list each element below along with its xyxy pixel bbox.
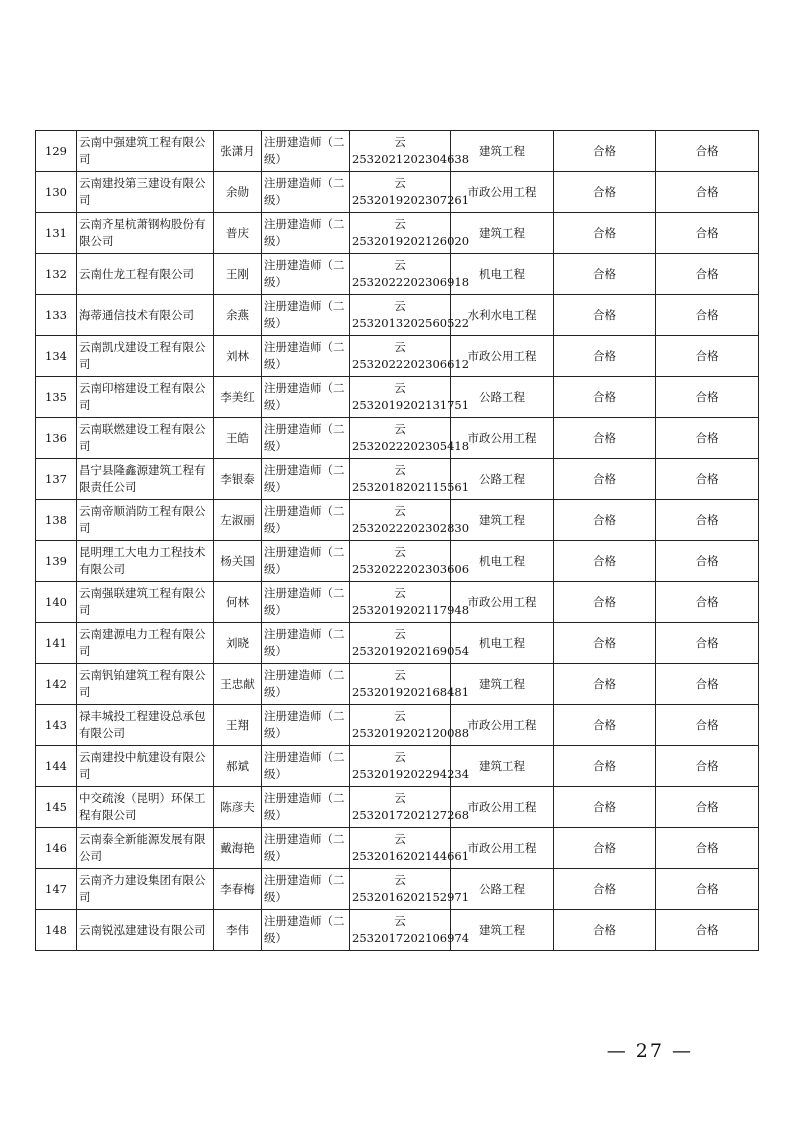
specialty-cell: 水利水电工程 (451, 295, 554, 336)
result-2-cell: 合格 (656, 705, 759, 746)
row-number-cell: 141 (36, 623, 77, 664)
table-row (36, 541, 759, 582)
result-2-cell: 合格 (656, 336, 759, 377)
certificate-number-cell: 云2532019202168481 (350, 664, 451, 705)
row-number-cell: 129 (36, 131, 77, 172)
specialty-cell: 公路工程 (451, 869, 554, 910)
result-2-cell: 合格 (656, 254, 759, 295)
result-1-cell: 合格 (554, 336, 656, 377)
qualification-cell: 注册建造师（二级） (262, 828, 350, 869)
certificate-number-cell: 云2532019202307261 (350, 172, 451, 213)
company-cell: 中交疏浚（昆明）环保工程有限公司 (77, 787, 214, 828)
row-number-cell: 145 (36, 787, 77, 828)
specialty-cell: 市政公用工程 (451, 336, 554, 377)
specialty-cell: 市政公用工程 (451, 172, 554, 213)
person-name-cell: 王刚 (214, 254, 262, 295)
result-1-cell: 合格 (554, 459, 656, 500)
result-1-cell: 合格 (554, 254, 656, 295)
row-number-cell: 140 (36, 582, 77, 623)
certificate-number-cell: 云2532022202303606 (350, 541, 451, 582)
row-number-cell: 132 (36, 254, 77, 295)
page-number: — 27 — (606, 1040, 693, 1062)
specialty-cell: 市政公用工程 (451, 418, 554, 459)
specialty-cell: 机电工程 (451, 254, 554, 295)
result-2-cell: 合格 (656, 172, 759, 213)
certificate-number-cell: 云2532021202304638 (350, 131, 451, 172)
certificate-number-cell: 云2532022202305418 (350, 418, 451, 459)
specialty-cell: 市政公用工程 (451, 787, 554, 828)
company-cell: 云南钒铂建筑工程有限公司 (77, 664, 214, 705)
specialty-cell: 公路工程 (451, 459, 554, 500)
person-name-cell: 杨关国 (214, 541, 262, 582)
person-name-cell: 左淑丽 (214, 500, 262, 541)
table-row (36, 336, 759, 377)
qualification-cell: 注册建造师（二级） (262, 910, 350, 951)
certificate-number-cell: 云2532018202115561 (350, 459, 451, 500)
row-number-cell: 133 (36, 295, 77, 336)
person-name-cell: 李春梅 (214, 869, 262, 910)
row-number-cell: 135 (36, 377, 77, 418)
certificate-number-cell: 云2532019202131751 (350, 377, 451, 418)
registry-table-body (36, 131, 759, 951)
certificate-number-cell: 云2532019202117948 (350, 582, 451, 623)
person-name-cell: 王翔 (214, 705, 262, 746)
result-1-cell: 合格 (554, 746, 656, 787)
row-number-cell: 134 (36, 336, 77, 377)
person-name-cell: 戴海艳 (214, 828, 262, 869)
result-2-cell: 合格 (656, 787, 759, 828)
certificate-number-cell: 云2532019202169054 (350, 623, 451, 664)
specialty-cell: 建筑工程 (451, 213, 554, 254)
row-number-cell: 146 (36, 828, 77, 869)
result-1-cell: 合格 (554, 582, 656, 623)
table-row (36, 295, 759, 336)
table-row (36, 131, 759, 172)
table-row (36, 254, 759, 295)
row-number-cell: 143 (36, 705, 77, 746)
qualification-cell: 注册建造师（二级） (262, 377, 350, 418)
row-number-cell: 136 (36, 418, 77, 459)
company-cell: 昆明理工大电力工程技术有限公司 (77, 541, 214, 582)
company-cell: 云南建源电力工程有限公司 (77, 623, 214, 664)
row-number-cell: 148 (36, 910, 77, 951)
person-name-cell: 张潇月 (214, 131, 262, 172)
row-number-cell: 131 (36, 213, 77, 254)
person-name-cell: 王忠献 (214, 664, 262, 705)
company-cell: 云南凯戊建设工程有限公司 (77, 336, 214, 377)
table-row (36, 664, 759, 705)
company-cell: 云南泰全新能源发展有限公司 (77, 828, 214, 869)
company-cell: 云南中强建筑工程有限公司 (77, 131, 214, 172)
person-name-cell: 余燕 (214, 295, 262, 336)
company-cell: 云南建投中航建设有限公司 (77, 746, 214, 787)
company-cell: 云南齐力建设集团有限公司 (77, 869, 214, 910)
specialty-cell: 市政公用工程 (451, 582, 554, 623)
result-1-cell: 合格 (554, 418, 656, 459)
qualification-cell: 注册建造师（二级） (262, 336, 350, 377)
person-name-cell: 何林 (214, 582, 262, 623)
certificate-number-cell: 云2532017202127268 (350, 787, 451, 828)
row-number-cell: 147 (36, 869, 77, 910)
person-name-cell: 余勋 (214, 172, 262, 213)
certificate-number-cell: 云2532022202302830 (350, 500, 451, 541)
result-2-cell: 合格 (656, 500, 759, 541)
table-row (36, 910, 759, 951)
qualification-cell: 注册建造师（二级） (262, 213, 350, 254)
result-1-cell: 合格 (554, 828, 656, 869)
table-row (36, 787, 759, 828)
result-2-cell: 合格 (656, 746, 759, 787)
person-name-cell: 李美红 (214, 377, 262, 418)
result-2-cell: 合格 (656, 664, 759, 705)
result-1-cell: 合格 (554, 705, 656, 746)
qualification-cell: 注册建造师（二级） (262, 500, 350, 541)
table-row (36, 213, 759, 254)
table-row (36, 828, 759, 869)
person-name-cell: 陈彦夫 (214, 787, 262, 828)
result-1-cell: 合格 (554, 787, 656, 828)
certificate-number-cell: 云2532022202306612 (350, 336, 451, 377)
result-2-cell: 合格 (656, 418, 759, 459)
certificate-number-cell: 云2532016202144661 (350, 828, 451, 869)
registry-table (35, 130, 759, 951)
company-cell: 云南帝顺消防工程有限公司 (77, 500, 214, 541)
specialty-cell: 建筑工程 (451, 910, 554, 951)
qualification-cell: 注册建造师（二级） (262, 705, 350, 746)
result-1-cell: 合格 (554, 172, 656, 213)
certificate-number-cell: 云2532017202106974 (350, 910, 451, 951)
result-2-cell: 合格 (656, 541, 759, 582)
qualification-cell: 注册建造师（二级） (262, 459, 350, 500)
result-1-cell: 合格 (554, 623, 656, 664)
qualification-cell: 注册建造师（二级） (262, 746, 350, 787)
result-2-cell: 合格 (656, 295, 759, 336)
result-1-cell: 合格 (554, 664, 656, 705)
company-cell: 禄丰城投工程建设总承包有限公司 (77, 705, 214, 746)
row-number-cell: 130 (36, 172, 77, 213)
specialty-cell: 建筑工程 (451, 131, 554, 172)
table-row (36, 500, 759, 541)
certificate-number-cell: 云2532019202294234 (350, 746, 451, 787)
result-2-cell: 合格 (656, 623, 759, 664)
result-1-cell: 合格 (554, 295, 656, 336)
table-row (36, 172, 759, 213)
qualification-cell: 注册建造师（二级） (262, 582, 350, 623)
person-name-cell: 郝斌 (214, 746, 262, 787)
table-row (36, 582, 759, 623)
row-number-cell: 142 (36, 664, 77, 705)
qualification-cell: 注册建造师（二级） (262, 295, 350, 336)
specialty-cell: 建筑工程 (451, 664, 554, 705)
result-2-cell: 合格 (656, 131, 759, 172)
qualification-cell: 注册建造师（二级） (262, 254, 350, 295)
company-cell: 云南印榕建设工程有限公司 (77, 377, 214, 418)
person-name-cell: 普庆 (214, 213, 262, 254)
qualification-cell: 注册建造师（二级） (262, 418, 350, 459)
person-name-cell: 李银泰 (214, 459, 262, 500)
table-row (36, 746, 759, 787)
person-name-cell: 王皓 (214, 418, 262, 459)
person-name-cell: 李伟 (214, 910, 262, 951)
qualification-cell: 注册建造师（二级） (262, 541, 350, 582)
result-2-cell: 合格 (656, 213, 759, 254)
result-2-cell: 合格 (656, 582, 759, 623)
result-2-cell: 合格 (656, 377, 759, 418)
specialty-cell: 市政公用工程 (451, 828, 554, 869)
company-cell: 云南建投第三建设有限公司 (77, 172, 214, 213)
result-1-cell: 合格 (554, 213, 656, 254)
result-2-cell: 合格 (656, 459, 759, 500)
company-cell: 云南锐泓建建设有限公司 (77, 910, 214, 951)
result-1-cell: 合格 (554, 131, 656, 172)
person-name-cell: 刘晓 (214, 623, 262, 664)
table-row (36, 459, 759, 500)
company-cell: 海蒂通信技术有限公司 (77, 295, 214, 336)
result-1-cell: 合格 (554, 500, 656, 541)
qualification-cell: 注册建造师（二级） (262, 664, 350, 705)
row-number-cell: 139 (36, 541, 77, 582)
result-2-cell: 合格 (656, 910, 759, 951)
certificate-number-cell: 云2532016202152971 (350, 869, 451, 910)
result-1-cell: 合格 (554, 869, 656, 910)
table-row (36, 418, 759, 459)
result-2-cell: 合格 (656, 869, 759, 910)
certificate-number-cell: 云2532019202126020 (350, 213, 451, 254)
specialty-cell: 建筑工程 (451, 746, 554, 787)
qualification-cell: 注册建造师（二级） (262, 787, 350, 828)
row-number-cell: 137 (36, 459, 77, 500)
specialty-cell: 市政公用工程 (451, 705, 554, 746)
company-cell: 云南联燃建设工程有限公司 (77, 418, 214, 459)
company-cell: 云南齐星杭萧钢构股份有限公司 (77, 213, 214, 254)
company-cell: 云南强联建筑工程有限公司 (77, 582, 214, 623)
specialty-cell: 建筑工程 (451, 500, 554, 541)
certificate-number-cell: 云2532019202120088 (350, 705, 451, 746)
result-1-cell: 合格 (554, 541, 656, 582)
table-row (36, 623, 759, 664)
result-1-cell: 合格 (554, 910, 656, 951)
qualification-cell: 注册建造师（二级） (262, 172, 350, 213)
specialty-cell: 机电工程 (451, 541, 554, 582)
company-cell: 云南仕龙工程有限公司 (77, 254, 214, 295)
certificate-number-cell: 云2532022202306918 (350, 254, 451, 295)
result-2-cell: 合格 (656, 828, 759, 869)
qualification-cell: 注册建造师（二级） (262, 131, 350, 172)
row-number-cell: 138 (36, 500, 77, 541)
table-row (36, 869, 759, 910)
person-name-cell: 刘林 (214, 336, 262, 377)
company-cell: 昌宁县隆鑫源建筑工程有限责任公司 (77, 459, 214, 500)
specialty-cell: 公路工程 (451, 377, 554, 418)
certificate-number-cell: 云2532013202560522 (350, 295, 451, 336)
row-number-cell: 144 (36, 746, 77, 787)
qualification-cell: 注册建造师（二级） (262, 869, 350, 910)
specialty-cell: 机电工程 (451, 623, 554, 664)
result-1-cell: 合格 (554, 377, 656, 418)
table-row (36, 705, 759, 746)
qualification-cell: 注册建造师（二级） (262, 623, 350, 664)
table-row (36, 377, 759, 418)
